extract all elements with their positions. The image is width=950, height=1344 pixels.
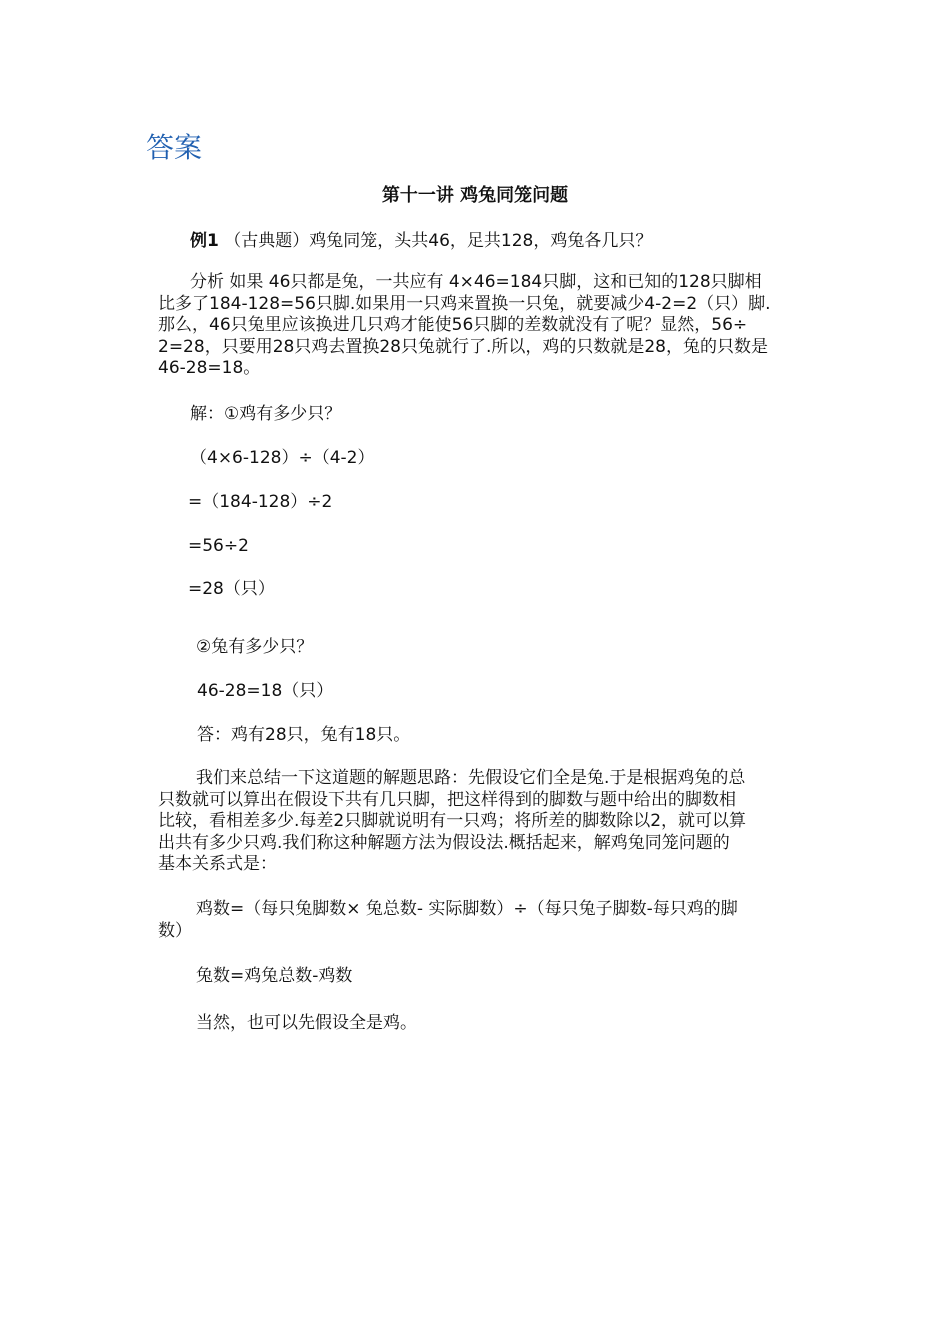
solution-step: =（184-128）÷2 xyxy=(188,492,333,512)
analysis-line: 分析 如果 46只都是兔，一共应有 4×46=184只脚，这和已知的128只脚相 xyxy=(190,272,762,292)
formula-line: 数） xyxy=(158,920,192,941)
analysis-line: 那么，46只兔里应该换进几只鸡才能使56只脚的差数就没有了呢？显然，56÷ xyxy=(158,315,748,335)
summary-line: 比较，看相差多少.每差2只脚就说明有一只鸡；将所差的脚数除以2，就可以算 xyxy=(158,811,747,831)
analysis-line: 2=28，只要用28只鸡去置换28只兔就行了.所以，鸡的只数就是28，兔的只数是 xyxy=(158,336,768,357)
formula-chicken xyxy=(158,899,823,942)
closing-note: 当然，也可以先假设全是鸡。 xyxy=(196,1013,417,1033)
analysis-line: 比多了184-128=56只脚.如果用一只鸡来置换一只兔，就要减少4-2=2（只）脚. xyxy=(158,293,771,314)
example-label: 例1 xyxy=(190,231,219,251)
analysis-paragraph xyxy=(158,272,823,380)
formula-rabbit: 兔数=鸡兔总数-鸡数 xyxy=(196,966,353,986)
solution-step: =28（只） xyxy=(188,579,275,599)
summary-paragraph xyxy=(158,768,823,876)
solution-question-2: ②兔有多少只？ xyxy=(196,637,314,657)
solution-calc-2: 46-28=18（只） xyxy=(197,681,334,701)
summary-line: 我们来总结一下这道题的解题思路：先假设它们全是兔.于是根据鸡兔的总 xyxy=(196,768,746,788)
solution-step: =56÷2 xyxy=(188,536,249,556)
solution-answer: 答：鸡有28只，兔有18只。 xyxy=(197,725,411,745)
solution-step: （4×6-128）÷（4-2） xyxy=(190,448,375,468)
example-1 xyxy=(190,230,652,252)
analysis-line: 46-28=18。 xyxy=(158,358,261,378)
summary-line: 基本关系式是： xyxy=(158,854,277,874)
summary-line: 出共有多少只鸡.我们称这种解题方法为假设法.概括起来，解鸡兔同笼问题的 xyxy=(158,832,730,853)
summary-line: 只数就可以算出在假设下共有几只脚，把这样得到的脚数与题中给出的脚数相 xyxy=(158,789,736,810)
example-question: （古典题）鸡兔同笼，头共46，足共128，鸡兔各几只？ xyxy=(224,231,653,251)
solution-intro: 解：①鸡有多少只？ xyxy=(190,404,342,424)
formula-line: 鸡数=（每只兔脚数× 兔总数- 实际脚数）÷（每只兔子脚数-每只鸡的脚 xyxy=(196,899,738,919)
lecture-title: 第十一讲 鸡兔同笼问题 xyxy=(381,185,569,206)
answer-heading: 答案 xyxy=(146,131,203,164)
